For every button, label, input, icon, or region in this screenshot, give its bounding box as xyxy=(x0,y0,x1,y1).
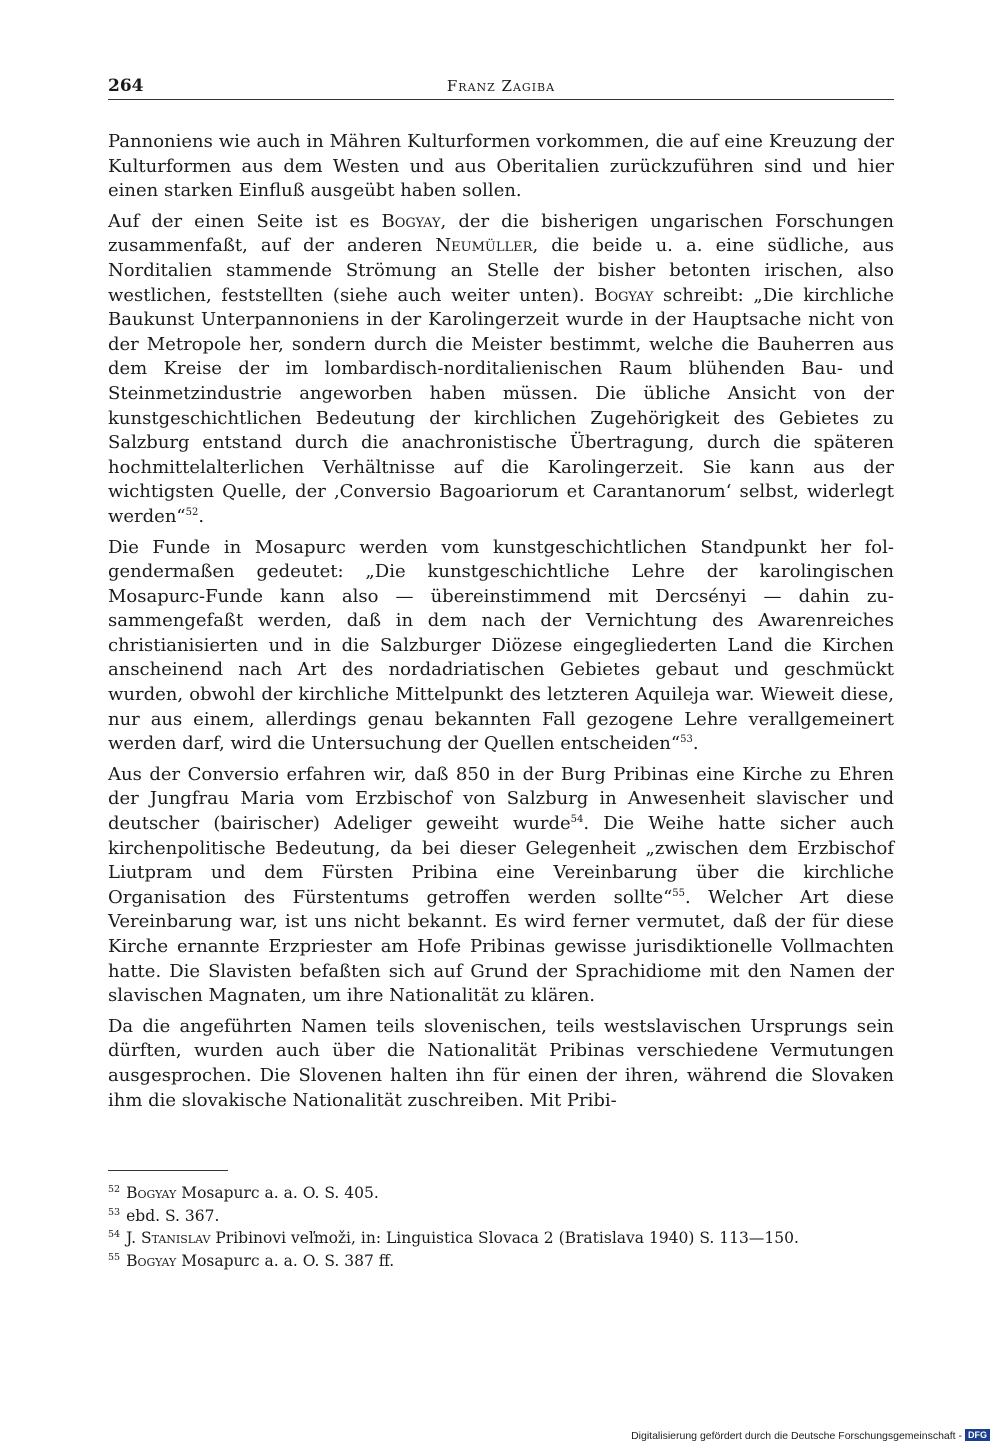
paragraph xyxy=(108,1015,894,1113)
footnote-number: 53 xyxy=(108,1206,121,1218)
text-run: J. xyxy=(126,1229,141,1247)
text-run: schreibt: „Die kirchliche Baukunst Unterpannoniens in der Karolingerzeit wurde in der Hauptsache nicht von der Metropole her, sondern durch die Meister bestimmt, welche die Bauherren aus dem Kreise der im lombardisch-norditalienischen Raum blühenden Bau- und Steinmetzindustrie angeworben haben müssen. Die übliche Ansicht von der kunstgeschichtlichen Bedeutung der kirchlichen Zugehörigkeit des Gebietes zu Salzburg entstand durch die anachronistische Übertragung, durch die späteren hochmittelalterlichen Verhältnisse auf die Karolingerzeit. Sie kann aus der wichtigsten Quelle, der ‚Conversio Bagoariorum et Carantanorum‘ selbst, widerlegt werden“ xyxy=(108,284,894,527)
author-name: Bogyay xyxy=(126,1251,177,1270)
footnote xyxy=(108,1250,894,1273)
page-header xyxy=(108,76,894,100)
footnote-reference: 52 xyxy=(185,506,199,518)
text-run: . Die Weihe hatte sicher auch kirchenpolitische Bedeutung, da bei dieser Gelegenheit „zwischen dem Erzbischof Liutpram und dem Fürsten Pribina eine Vereinbarung über die kirchliche Organisation des Fürstentums getroffen werden sollte“ xyxy=(108,813,894,908)
footnote xyxy=(108,1205,894,1228)
paragraph xyxy=(108,763,894,1009)
footnote-reference: 53 xyxy=(680,734,693,746)
digitization-credit xyxy=(631,1429,990,1442)
footnote-number: 52 xyxy=(108,1184,121,1195)
author-name: Neumüller xyxy=(435,235,533,257)
text-run: , der die bisherigen ungarischen Forschungen zusammenfaßt, auf der anderen xyxy=(108,210,894,257)
footnote-number: 54 xyxy=(108,1229,121,1240)
text-run: . xyxy=(692,733,699,755)
paragraph xyxy=(108,210,894,530)
text-run: , die beide u. a. eine südliche, aus Norditalien stammende Strömung an Stelle der bisher betonten irischen, also westlichen, feststellten (siehe auch weiter unten). xyxy=(108,235,894,306)
author-name: Stanislav xyxy=(140,1229,211,1247)
footnote-number: 55 xyxy=(108,1251,121,1263)
text-run: Die Funde in Mosapurc werden vom kunstgeschichtlichen Standpunkt her folgendermaßen gedeutet: „Die kunstgeschichtliche Lehre der karolingischen Mosapurc-Funde kann also — übereinstimmend mit Dercsényi — dahin zusammengefaßt werden, daß in dem nach der Vernichtung des Awarenreiches christianisierten und in die Salzburger Diözese eingegliederten Land die Kirchen anscheinend nach Art des nordadriatischen Gebietes gebaut und geschmückt wurden, obwohl der kirchliche Mittelpunkt des letzteren Aquileja war. Wieweit diese, nur aus einem, allerdings genau bekannten Fall gezogene Lehre verallgemeinert werden darf, wird die Untersuchung der Quellen entscheiden“ xyxy=(108,536,894,755)
dfg-logo: DFG xyxy=(965,1429,990,1441)
text-run: . xyxy=(198,505,205,527)
body-text xyxy=(108,130,894,1119)
paragraph xyxy=(108,536,894,757)
footnote xyxy=(108,1227,894,1250)
footnote-reference: 55 xyxy=(672,887,686,899)
text-run: ebd. S. 367. xyxy=(126,1206,220,1225)
text-run: Pannoniens wie auch in Mähren Kulturformen vorkommen, die auf eine Kreuzung der Kulturformen aus dem Westen und aus Oberitalien zurückzuführen sind und hier einen starken Einfluß ausgeübt haben sollen. xyxy=(108,131,894,202)
running-head: Franz Zagiba xyxy=(446,77,556,95)
footnote-rule xyxy=(108,1170,228,1171)
paragraph xyxy=(108,130,894,204)
text-run: Aus der Conversio erfahren wir, daß 850 in der Burg Pribinas eine Kirche zu Ehren der Jungfrau Maria vom Erzbischof von Salzburg in Anwesenheit slavischer und deutscher (bairischer) Adeliger geweiht wurde xyxy=(108,763,894,835)
author-name: Bogyay xyxy=(381,210,441,232)
header-rule xyxy=(108,99,894,100)
author-name: Bogyay xyxy=(594,284,654,306)
footnotes xyxy=(108,1182,894,1272)
text-run: Pribinovi veľmoži, in: Linguistica Slovaca 2 (Bratislava 1940) S. 113—150. xyxy=(210,1229,799,1247)
footnote-reference: 54 xyxy=(570,814,584,826)
footnote xyxy=(108,1182,894,1205)
text-run: . Welcher Art diese Vereinbarung war, ist uns nicht bekannt. Es wird ferner vermutet, daß der für diese Kirche ernannte Erzpriester am Hofe Pribinas gewisse jurisdiktionelle Vollmachten hatte. Die Slavisten befaßten sich auf Grund der Sprachidiome mit den Namen der slavischen Magnaten, um ihre Nationalität zu klären. xyxy=(108,886,894,1007)
author-name: Bogyay xyxy=(126,1184,177,1202)
text-run: Mosapurc a. a. O. S. 405. xyxy=(176,1184,379,1202)
text-run: Mosapurc a. a. O. S. 387 ff. xyxy=(176,1251,395,1270)
text-run: Da die angeführten Namen teils slovenischen, teils westslavischen Ursprungs sein dürften, wurden auch über die Nationalität Pribinas verschiedene Vermutungen ausgesprochen. Die Slovenen halten ihn für einen der ihren, während die Slovaken ihm die slovakische Nationalität zuschreiben. Mit Pribi- xyxy=(108,1015,894,1111)
page-number: 264 xyxy=(108,76,144,96)
credit-text: Digitalisierung gefördert durch die Deutsche Forschungsgemeinschaft - xyxy=(631,1430,962,1442)
text-run: Auf der einen Seite ist es xyxy=(108,210,382,232)
